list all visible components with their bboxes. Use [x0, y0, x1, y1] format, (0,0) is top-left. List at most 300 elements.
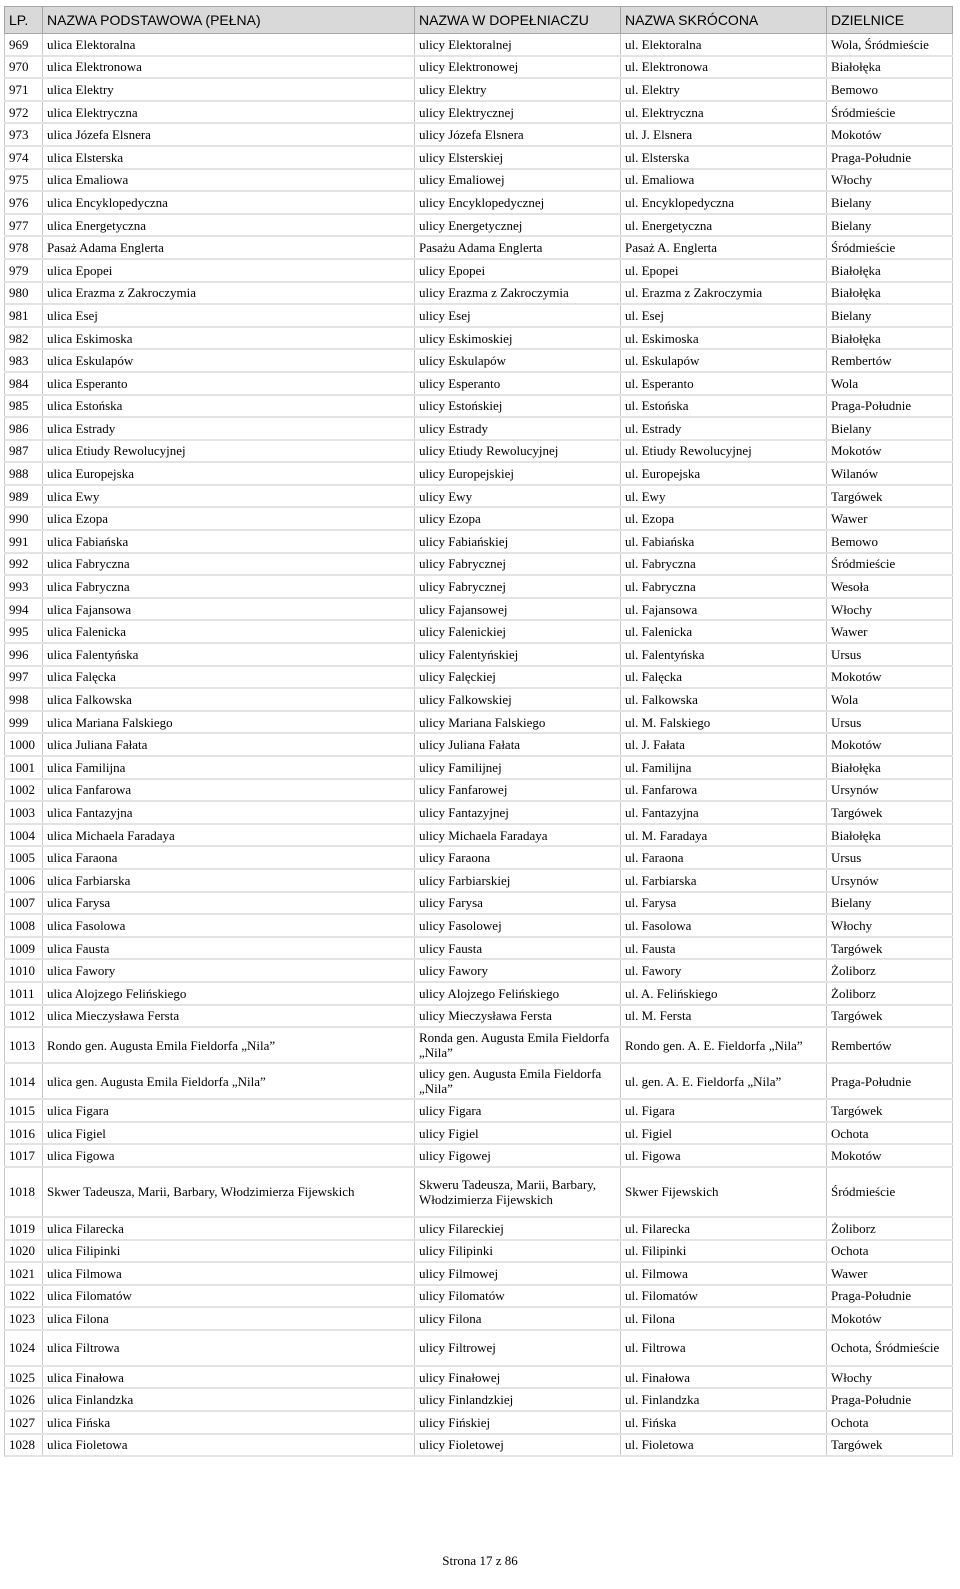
row-full-name: ulica Elektryczna [43, 101, 415, 124]
table-row [5, 1366, 953, 1389]
row-genitive-name: ulicy Estrady [415, 417, 621, 440]
table-row [5, 169, 953, 192]
row-genitive-name: ulicy Alojzego Felińskiego [415, 982, 621, 1005]
table-body [5, 34, 953, 1457]
row-genitive-name: ulicy Elektronowej [415, 56, 621, 79]
row-lp: 998 [5, 688, 43, 711]
row-short-name: ul. Ewy [621, 485, 827, 508]
row-districts: Rembertów [827, 1027, 953, 1063]
row-full-name: ulica Etiudy Rewolucyjnej [43, 440, 415, 463]
row-genitive-name: ulicy Familijnej [415, 756, 621, 779]
row-full-name: ulica Eskulapów [43, 349, 415, 372]
table-row [5, 892, 953, 915]
row-full-name: ulica Fajansowa [43, 598, 415, 621]
row-full-name: ulica Alojzego Felińskiego [43, 982, 415, 1005]
row-genitive-name: ulicy Fabrycznej [415, 553, 621, 576]
row-full-name: ulica Elektoralna [43, 34, 415, 56]
row-genitive-name: ulicy Falkowskiej [415, 688, 621, 711]
row-full-name: ulica Finałowa [43, 1366, 415, 1389]
row-lp: 1027 [5, 1411, 43, 1434]
row-districts: Praga-Południe [827, 1285, 953, 1308]
row-genitive-name: ulicy Filona [415, 1307, 621, 1330]
row-short-name: ul. Farbiarska [621, 869, 827, 892]
row-lp: 977 [5, 214, 43, 237]
row-districts: Mokotów [827, 123, 953, 146]
row-short-name: ul. Estońska [621, 395, 827, 418]
row-districts: Włochy [827, 169, 953, 192]
row-short-name: ul. Falkowska [621, 688, 827, 711]
table-row [5, 1388, 953, 1411]
row-districts: Mokotów [827, 1144, 953, 1167]
table-row [5, 214, 953, 237]
row-lp: 974 [5, 146, 43, 169]
row-short-name: ul. Ezopa [621, 507, 827, 530]
row-districts: Wilanów [827, 462, 953, 485]
row-districts: Bielany [827, 417, 953, 440]
table-row [5, 575, 953, 598]
table-row [5, 34, 953, 56]
row-full-name: ulica Mieczysława Fersta [43, 1005, 415, 1028]
row-districts: Wola, Śródmieście [827, 34, 953, 56]
row-genitive-name: ulicy Mariana Falskiego [415, 711, 621, 734]
row-districts: Białołęka [827, 327, 953, 350]
row-full-name: ulica Esej [43, 304, 415, 327]
row-full-name: ulica Michaela Faradaya [43, 824, 415, 847]
row-short-name: ul. Epopei [621, 259, 827, 282]
row-full-name: ulica Estrady [43, 417, 415, 440]
row-districts: Praga-Południe [827, 395, 953, 418]
row-short-name: Pasaż A. Englerta [621, 236, 827, 259]
row-full-name: ulica Ezopa [43, 507, 415, 530]
row-short-name: ul. Figara [621, 1099, 827, 1122]
row-lp: 976 [5, 191, 43, 214]
table-row [5, 1434, 953, 1457]
row-districts: Białołęka [827, 824, 953, 847]
table-row [5, 507, 953, 530]
row-districts: Ochota, Śródmieście [827, 1330, 953, 1366]
row-districts: Wesoła [827, 575, 953, 598]
row-districts: Ochota [827, 1122, 953, 1145]
table-row [5, 530, 953, 553]
row-genitive-name: ulicy Filomatów [415, 1285, 621, 1308]
row-full-name: ulica Fabiańska [43, 530, 415, 553]
row-genitive-name: ulicy Filtrowej [415, 1330, 621, 1366]
table-row [5, 372, 953, 395]
row-lp: 991 [5, 530, 43, 553]
row-genitive-name: ulicy Eskimoskiej [415, 327, 621, 350]
row-full-name: ulica Estońska [43, 395, 415, 418]
row-lp: 983 [5, 349, 43, 372]
table-row [5, 56, 953, 79]
row-short-name: ul. A. Felińskiego [621, 982, 827, 1005]
row-short-name: Skwer Fijewskich [621, 1167, 827, 1217]
row-short-name: ul. Filipinki [621, 1240, 827, 1263]
row-districts: Białołęka [827, 259, 953, 282]
row-short-name: ul. Fabryczna [621, 575, 827, 598]
row-short-name: ul. Filomatów [621, 1285, 827, 1308]
header-full-name: NAZWA PODSTAWOWA (PEŁNA) [43, 7, 415, 34]
table-row [5, 191, 953, 214]
row-short-name: ul. Estrady [621, 417, 827, 440]
row-short-name: ul. M. Falskiego [621, 711, 827, 734]
row-lp: 997 [5, 666, 43, 689]
row-short-name: ul. Esej [621, 304, 827, 327]
row-genitive-name: ulicy Elektry [415, 78, 621, 101]
table-row [5, 304, 953, 327]
row-genitive-name: ulicy Fantazyjnej [415, 801, 621, 824]
row-full-name: ulica Erazma z Zakroczymia [43, 282, 415, 305]
row-lp: 1013 [5, 1027, 43, 1063]
row-short-name: ul. Fausta [621, 937, 827, 960]
table-row [5, 1240, 953, 1263]
row-genitive-name: ulicy Juliana Fałata [415, 733, 621, 756]
row-full-name: ulica Falęcka [43, 666, 415, 689]
row-lp: 992 [5, 553, 43, 576]
table-row [5, 395, 953, 418]
table-row [5, 259, 953, 282]
table-row [5, 1027, 953, 1063]
table-row [5, 1063, 953, 1099]
row-full-name: ulica Filmowa [43, 1262, 415, 1285]
table-row [5, 620, 953, 643]
row-lp: 1017 [5, 1144, 43, 1167]
row-lp: 970 [5, 56, 43, 79]
row-districts: Targówek [827, 1434, 953, 1457]
table-row [5, 1330, 953, 1366]
streets-table [4, 6, 953, 1457]
row-genitive-name: ulicy Filareckiej [415, 1217, 621, 1240]
row-lp: 971 [5, 78, 43, 101]
table-row [5, 733, 953, 756]
row-short-name: ul. Figowa [621, 1144, 827, 1167]
row-genitive-name: ulicy Falęckiej [415, 666, 621, 689]
header-genitive-name: NAZWA W DOPEŁNIACZU [415, 7, 621, 34]
row-short-name: ul. Falęcka [621, 666, 827, 689]
row-full-name: ulica Finlandzka [43, 1388, 415, 1411]
row-full-name: ulica Fanfarowa [43, 779, 415, 802]
row-full-name: ulica Energetyczna [43, 214, 415, 237]
row-lp: 1014 [5, 1063, 43, 1099]
row-full-name: ulica Falentyńska [43, 643, 415, 666]
row-districts: Wawer [827, 507, 953, 530]
table-row [5, 1167, 953, 1217]
row-genitive-name: ulicy Encyklopedycznej [415, 191, 621, 214]
row-full-name: ulica Faraona [43, 846, 415, 869]
row-full-name: ulica Filarecka [43, 1217, 415, 1240]
row-genitive-name: ulicy Fińskiej [415, 1411, 621, 1434]
row-districts: Ochota [827, 1240, 953, 1263]
row-lp: 973 [5, 123, 43, 146]
row-districts: Mokotów [827, 666, 953, 689]
row-lp: 1008 [5, 914, 43, 937]
row-short-name: ul. Fińska [621, 1411, 827, 1434]
header-short-name: NAZWA SKRÓCONA [621, 7, 827, 34]
row-short-name: ul. Fanfarowa [621, 779, 827, 802]
row-lp: 996 [5, 643, 43, 666]
row-districts: Wawer [827, 1262, 953, 1285]
table-row [5, 327, 953, 350]
page-number: Strona 17 z 86 [442, 1553, 518, 1568]
table-row [5, 1262, 953, 1285]
row-short-name: ul. Fioletowa [621, 1434, 827, 1457]
row-genitive-name: ulicy Esperanto [415, 372, 621, 395]
row-districts: Mokotów [827, 733, 953, 756]
row-lp: 986 [5, 417, 43, 440]
row-lp: 981 [5, 304, 43, 327]
row-full-name: ulica Esperanto [43, 372, 415, 395]
row-districts: Ursus [827, 846, 953, 869]
row-full-name: ulica Fioletowa [43, 1434, 415, 1457]
row-full-name: ulica Józefa Elsnera [43, 123, 415, 146]
row-genitive-name: ulicy Falenickiej [415, 620, 621, 643]
row-short-name: ul. Encyklopedyczna [621, 191, 827, 214]
row-districts: Włochy [827, 914, 953, 937]
row-districts: Targówek [827, 1099, 953, 1122]
row-lp: 1024 [5, 1330, 43, 1366]
row-districts: Bielany [827, 892, 953, 915]
row-genitive-name: ulicy Farbiarskiej [415, 869, 621, 892]
row-districts: Mokotów [827, 440, 953, 463]
row-full-name: ulica Fabryczna [43, 575, 415, 598]
row-lp: 1028 [5, 1434, 43, 1457]
row-lp: 999 [5, 711, 43, 734]
row-lp: 984 [5, 372, 43, 395]
row-full-name: ulica Mariana Falskiego [43, 711, 415, 734]
row-genitive-name: ulicy Fabrycznej [415, 575, 621, 598]
row-short-name: ul. Figiel [621, 1122, 827, 1145]
row-districts: Żoliborz [827, 982, 953, 1005]
row-short-name: ul. Falentyńska [621, 643, 827, 666]
table-row [5, 485, 953, 508]
table-row [5, 598, 953, 621]
table-row [5, 914, 953, 937]
row-districts: Targówek [827, 937, 953, 960]
row-short-name: ul. J. Fałata [621, 733, 827, 756]
table-row [5, 688, 953, 711]
row-lp: 994 [5, 598, 43, 621]
row-genitive-name: ulicy Eskulapów [415, 349, 621, 372]
row-lp: 1011 [5, 982, 43, 1005]
row-genitive-name: ulicy Filipinki [415, 1240, 621, 1263]
table-row [5, 846, 953, 869]
table-row [5, 666, 953, 689]
row-genitive-name: ulicy Farysa [415, 892, 621, 915]
row-short-name: ul. Elektronowa [621, 56, 827, 79]
header-districts: DZIELNICE [827, 7, 953, 34]
row-full-name: ulica Filipinki [43, 1240, 415, 1263]
row-districts: Ursynów [827, 869, 953, 892]
row-genitive-name: ulicy Fioletowej [415, 1434, 621, 1457]
row-short-name: ul. Europejska [621, 462, 827, 485]
row-short-name: ul. Fantazyjna [621, 801, 827, 824]
row-districts: Bemowo [827, 78, 953, 101]
row-short-name: ul. Etiudy Rewolucyjnej [621, 440, 827, 463]
row-lp: 982 [5, 327, 43, 350]
row-districts: Praga-Południe [827, 146, 953, 169]
row-lp: 1019 [5, 1217, 43, 1240]
row-full-name: ulica Farbiarska [43, 869, 415, 892]
row-districts: Bielany [827, 214, 953, 237]
row-full-name: ulica Europejska [43, 462, 415, 485]
row-full-name: ulica Figara [43, 1099, 415, 1122]
row-short-name: ul. Fawory [621, 959, 827, 982]
row-short-name: ul. Erazma z Zakroczymia [621, 282, 827, 305]
row-districts: Praga-Południe [827, 1063, 953, 1099]
table-row [5, 643, 953, 666]
row-districts: Wola [827, 372, 953, 395]
table-row [5, 78, 953, 101]
table-row [5, 417, 953, 440]
row-short-name: ul. Finlandzka [621, 1388, 827, 1411]
table-row [5, 236, 953, 259]
table-row [5, 146, 953, 169]
row-full-name: ulica Fausta [43, 937, 415, 960]
row-lp: 1007 [5, 892, 43, 915]
row-lp: 1012 [5, 1005, 43, 1028]
table-row [5, 1099, 953, 1122]
row-full-name: ulica Eskimoska [43, 327, 415, 350]
table-row [5, 1144, 953, 1167]
row-lp: 1025 [5, 1366, 43, 1389]
table-row [5, 440, 953, 463]
table-row [5, 711, 953, 734]
row-lp: 972 [5, 101, 43, 124]
row-short-name: ul. Filmowa [621, 1262, 827, 1285]
row-short-name: ul. Fabiańska [621, 530, 827, 553]
row-short-name: ul. J. Elsnera [621, 123, 827, 146]
row-full-name: ulica Familijna [43, 756, 415, 779]
table-row [5, 756, 953, 779]
table-row [5, 779, 953, 802]
row-full-name: ulica Fasolowa [43, 914, 415, 937]
table-row [5, 553, 953, 576]
table-header-row [5, 7, 953, 34]
table-row [5, 1411, 953, 1434]
row-genitive-name: ulicy Figiel [415, 1122, 621, 1145]
row-districts: Ursus [827, 711, 953, 734]
row-full-name: ulica Ewy [43, 485, 415, 508]
row-short-name: ul. Familijna [621, 756, 827, 779]
row-districts: Bielany [827, 304, 953, 327]
row-districts: Rembertów [827, 349, 953, 372]
table-row [5, 937, 953, 960]
row-genitive-name: ulicy Fausta [415, 937, 621, 960]
table-row [5, 869, 953, 892]
row-genitive-name: ulicy Estońskiej [415, 395, 621, 418]
row-full-name: ulica Fantazyjna [43, 801, 415, 824]
row-short-name: ul. gen. A. E. Fieldorfa „Nila” [621, 1063, 827, 1099]
row-lp: 990 [5, 507, 43, 530]
row-lp: 1004 [5, 824, 43, 847]
row-districts: Bemowo [827, 530, 953, 553]
row-districts: Żoliborz [827, 1217, 953, 1240]
row-short-name: ul. M. Faradaya [621, 824, 827, 847]
table-row [5, 462, 953, 485]
row-genitive-name: ulicy Michaela Faradaya [415, 824, 621, 847]
row-short-name: Rondo gen. A. E. Fieldorfa „Nila” [621, 1027, 827, 1063]
row-genitive-name: ulicy Mieczysława Fersta [415, 1005, 621, 1028]
row-districts: Ochota [827, 1411, 953, 1434]
row-genitive-name: ulicy Elsterskiej [415, 146, 621, 169]
row-full-name: ulica Filona [43, 1307, 415, 1330]
row-lp: 1001 [5, 756, 43, 779]
row-lp: 985 [5, 395, 43, 418]
row-genitive-name: ulicy Etiudy Rewolucyjnej [415, 440, 621, 463]
row-short-name: ul. Emaliowa [621, 169, 827, 192]
row-full-name: ulica Elektronowa [43, 56, 415, 79]
document-page [4, 6, 952, 1457]
row-short-name: ul. Faraona [621, 846, 827, 869]
row-full-name: ulica Fabryczna [43, 553, 415, 576]
row-genitive-name: ulicy Elektoralnej [415, 34, 621, 56]
row-districts: Włochy [827, 1366, 953, 1389]
row-short-name: ul. Farysa [621, 892, 827, 915]
row-genitive-name: ulicy Fanfarowej [415, 779, 621, 802]
row-genitive-name: ulicy Europejskiej [415, 462, 621, 485]
row-districts: Wawer [827, 620, 953, 643]
row-full-name: ulica Filtrowa [43, 1330, 415, 1366]
row-short-name: ul. M. Fersta [621, 1005, 827, 1028]
row-full-name: ulica Figowa [43, 1144, 415, 1167]
row-genitive-name: ulicy Energetycznej [415, 214, 621, 237]
row-short-name: ul. Elektry [621, 78, 827, 101]
row-genitive-name: ulicy Fawory [415, 959, 621, 982]
row-short-name: ul. Filarecka [621, 1217, 827, 1240]
row-lp: 979 [5, 259, 43, 282]
row-full-name: ulica Elsterska [43, 146, 415, 169]
row-full-name: ulica Fińska [43, 1411, 415, 1434]
row-full-name: Skwer Tadeusza, Marii, Barbary, Włodzimierza Fijewskich [43, 1167, 415, 1217]
table-row [5, 1122, 953, 1145]
row-full-name: ulica Emaliowa [43, 169, 415, 192]
row-genitive-name: ulicy Emaliowej [415, 169, 621, 192]
table-row [5, 824, 953, 847]
row-short-name: ul. Elsterska [621, 146, 827, 169]
row-lp: 987 [5, 440, 43, 463]
row-genitive-name: ulicy Falentyńskiej [415, 643, 621, 666]
row-districts: Śródmieście [827, 236, 953, 259]
row-full-name: ulica Fawory [43, 959, 415, 982]
row-short-name: ul. Filona [621, 1307, 827, 1330]
row-districts: Ursynów [827, 779, 953, 802]
row-districts: Śródmieście [827, 1167, 953, 1217]
row-genitive-name: Pasażu Adama Englerta [415, 236, 621, 259]
row-full-name: ulica Farysa [43, 892, 415, 915]
row-genitive-name: ulicy Fasolowej [415, 914, 621, 937]
row-lp: 1026 [5, 1388, 43, 1411]
row-short-name: ul. Finałowa [621, 1366, 827, 1389]
row-lp: 1005 [5, 846, 43, 869]
row-districts: Białołęka [827, 56, 953, 79]
row-lp: 1018 [5, 1167, 43, 1217]
row-full-name: Pasaż Adama Englerta [43, 236, 415, 259]
row-genitive-name: ulicy gen. Augusta Emila Fieldorfa „Nila” [415, 1063, 621, 1099]
row-districts: Ursus [827, 643, 953, 666]
row-lp: 989 [5, 485, 43, 508]
row-districts: Śródmieście [827, 553, 953, 576]
table-row [5, 959, 953, 982]
row-full-name: ulica Filomatów [43, 1285, 415, 1308]
row-districts: Włochy [827, 598, 953, 621]
row-lp: 1003 [5, 801, 43, 824]
row-short-name: ul. Filtrowa [621, 1330, 827, 1366]
row-lp: 980 [5, 282, 43, 305]
row-full-name: ulica Juliana Fałata [43, 733, 415, 756]
row-short-name: ul. Fajansowa [621, 598, 827, 621]
row-genitive-name: ulicy Finałowej [415, 1366, 621, 1389]
table-row [5, 349, 953, 372]
row-genitive-name: ulicy Józefa Elsnera [415, 123, 621, 146]
